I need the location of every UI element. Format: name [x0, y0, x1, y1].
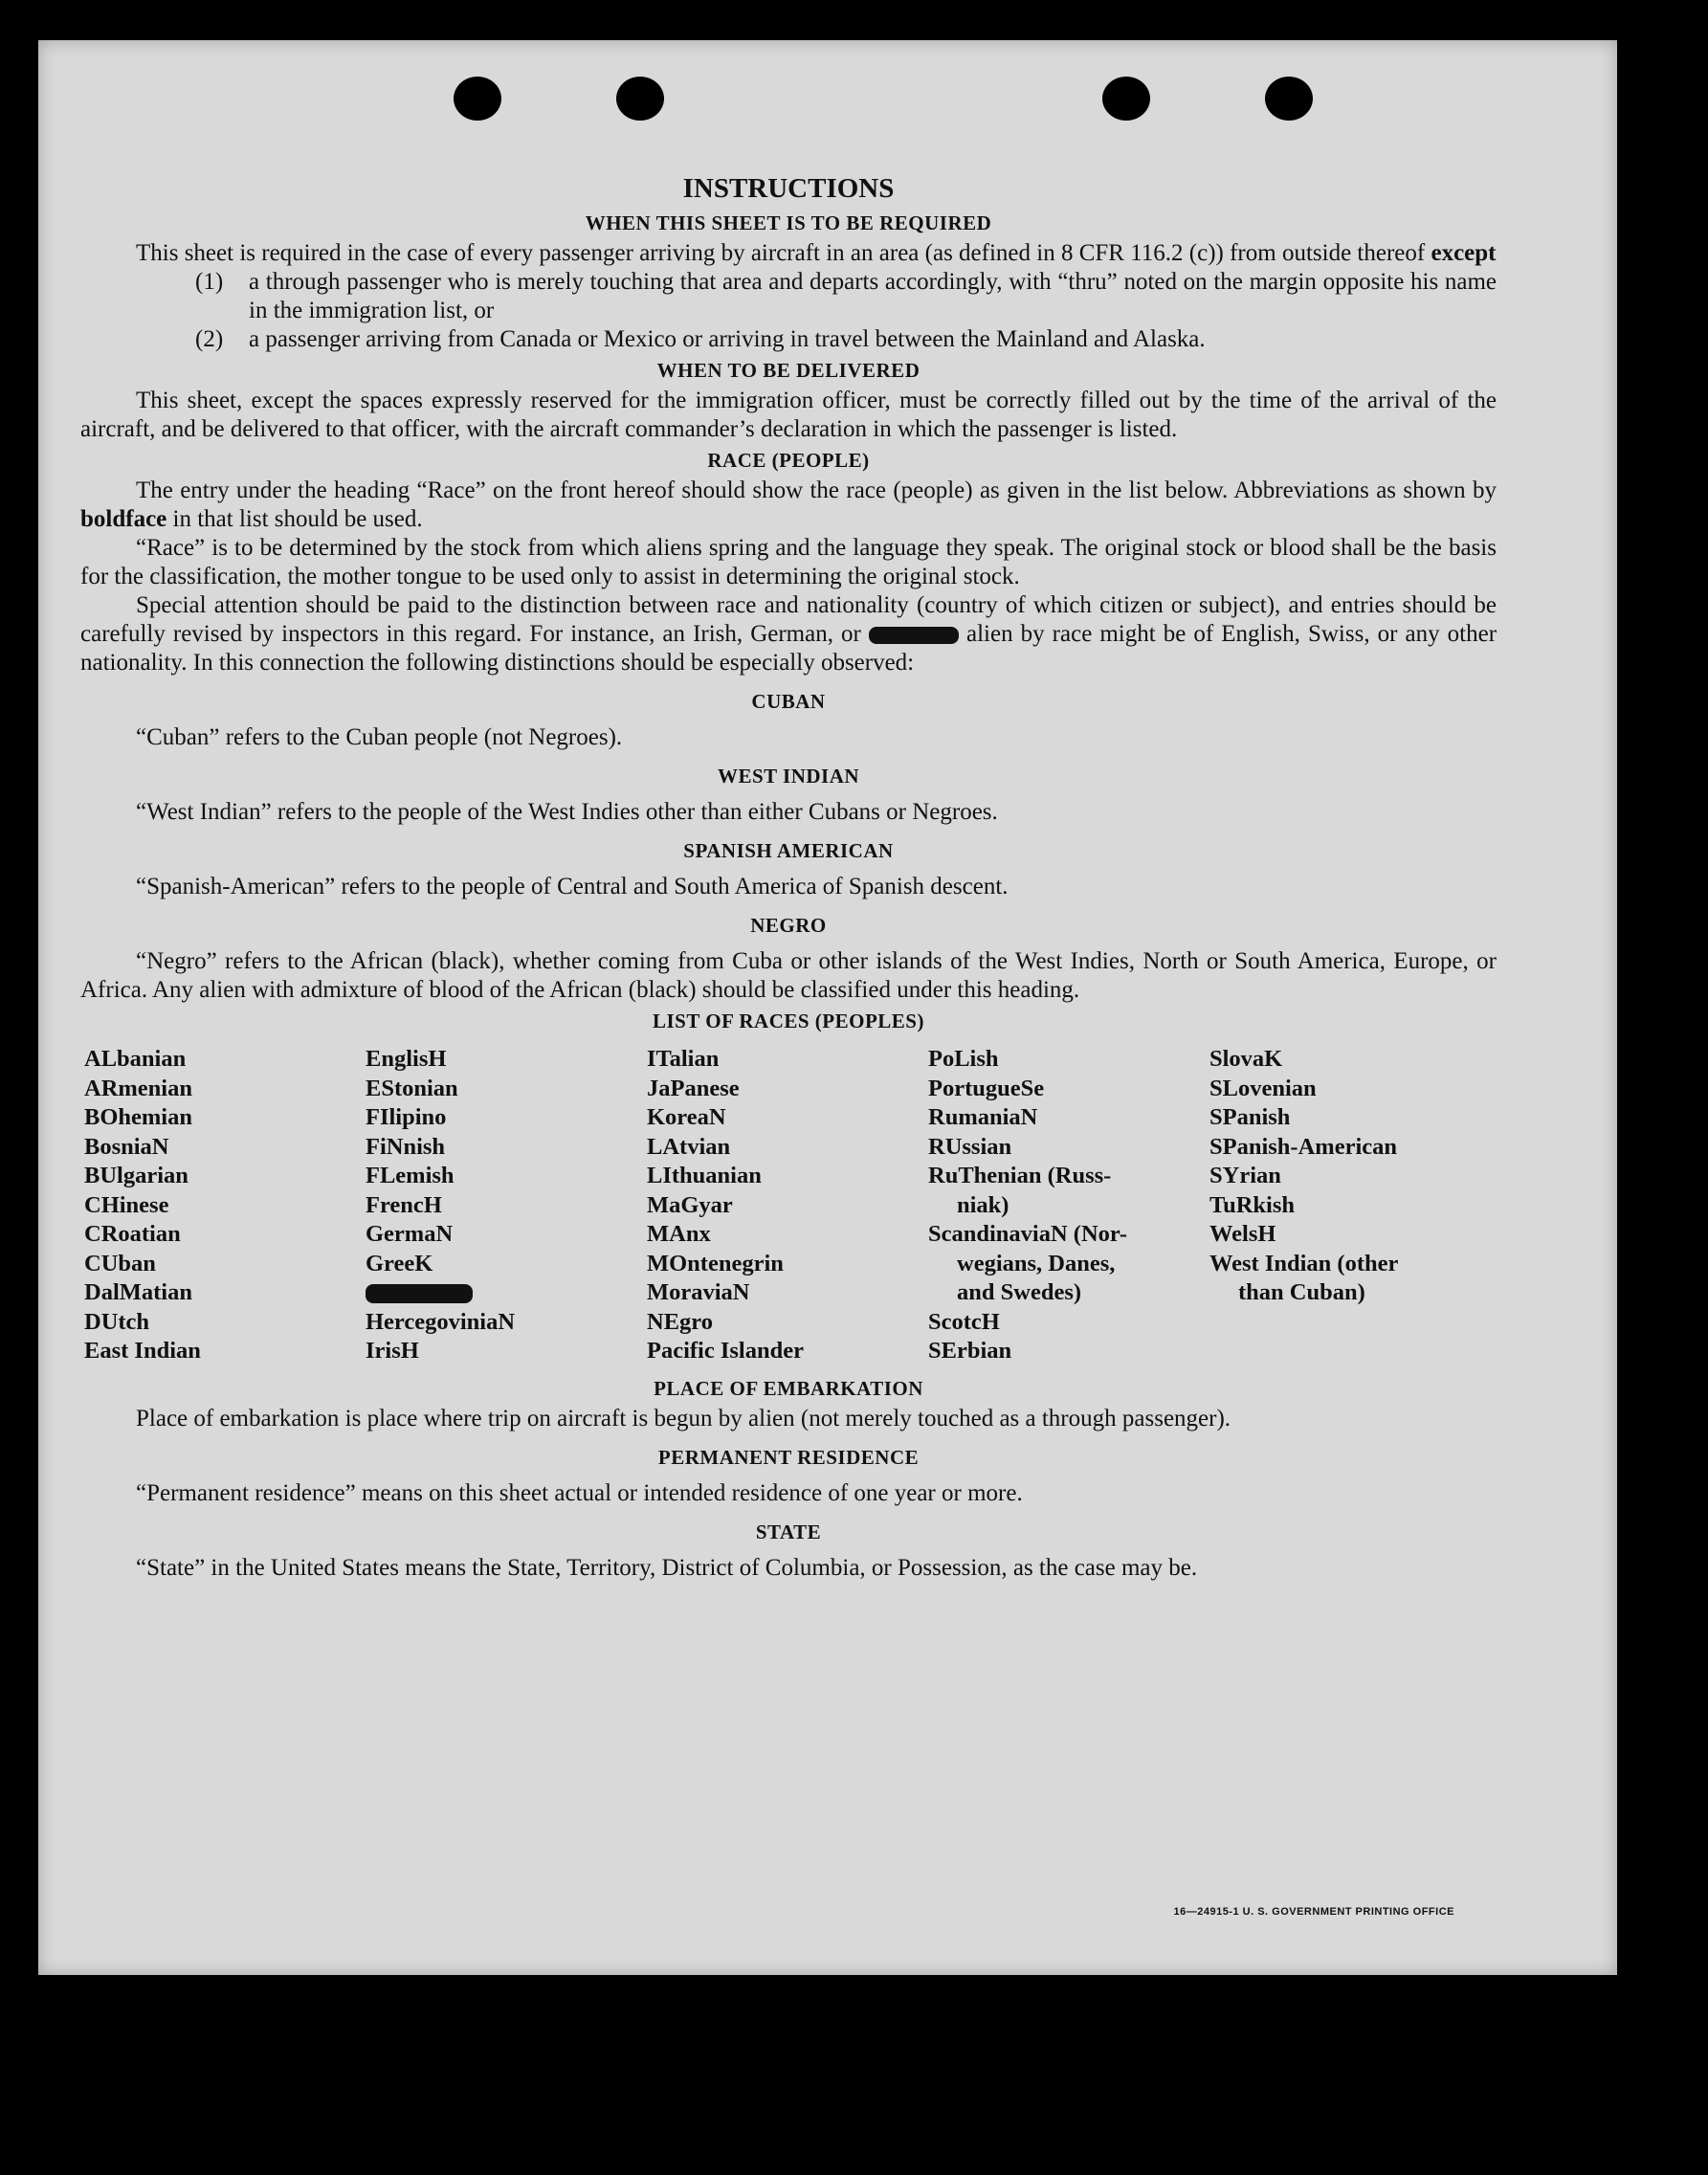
race-entry: EStonian: [366, 1075, 458, 1101]
race-entry: PortugueSe: [928, 1075, 1045, 1101]
race-entry: SErbian: [928, 1338, 1012, 1364]
race-entry: SPanish: [1209, 1104, 1291, 1130]
race-entry: KoreaN: [647, 1104, 726, 1130]
cuban-text: “Cuban” refers to the Cuban people (not Negroes).: [136, 724, 623, 750]
heading-when-required: WHEN THIS SHEET IS TO BE REQUIRED: [585, 211, 992, 234]
race-entry: MOntenegrin: [647, 1250, 784, 1276]
punch-hole: [616, 77, 664, 121]
heading-negro: NEGRO: [750, 914, 827, 937]
race-column: [84, 1045, 366, 1366]
heading-when-delivered: WHEN TO BE DELIVERED: [656, 359, 921, 382]
race-entry: CHinese: [84, 1191, 169, 1218]
race-entry: RUssian: [928, 1133, 1012, 1160]
race-entry: CRoatian: [84, 1221, 181, 1247]
instruction-sheet: [38, 40, 1617, 1975]
race-entry: LAtvian: [647, 1133, 731, 1160]
race-entry: ScotcH: [928, 1308, 1000, 1335]
race-entry: MaGyar: [647, 1191, 733, 1218]
race-entry: FIlipino: [366, 1104, 447, 1130]
when-required-intro: This sheet is required in the case of every passenger arriving by aircraft in an area (as defined in 8 CFR 116.2 (c)) from outside thereof except: [136, 240, 1497, 266]
heading-cuban: CUBAN: [751, 690, 826, 713]
race-entry: niak): [957, 1191, 1009, 1218]
embarkation-text: Place of embarkation is place where trip on aircraft is begun by alien (not merely touched as a through passenger).: [136, 1405, 1231, 1432]
negro-text: “Negro” refers to the African (black), whether coming from Cuba or other islands of the West Indies, North or South America, Europe, or Africa. Any alien with admixture of blood of the African (black) should be classified under this heading.: [80, 948, 1497, 1003]
west-indian-text: “West Indian” refers to the people of the West Indies other than either Cubans or Negroes.: [136, 799, 998, 825]
race-entry: ALbanian: [84, 1046, 187, 1072]
race-entry: FrencH: [366, 1191, 442, 1218]
race-column: [1209, 1045, 1491, 1366]
race-entry: DUtch: [84, 1308, 150, 1335]
when-delivered-text: This sheet, except the spaces expressly reserved for the immigration officer, must be correctly filled out by the time of the arrival of the aircraft, and be delivered to that officer, with the aircraft commander’s declaration in which the passenger is listed.: [80, 388, 1497, 442]
race-paragraph: “Race” is to be determined by the stock from which aliens spring and the language they speak. The original stock or blood shall be the basis for the classification, the mother tongue to be used only to assist in determining the original stock.: [80, 535, 1497, 589]
redaction-mark: [366, 1284, 473, 1303]
heading-spanish-american: SPANISH AMERICAN: [683, 839, 894, 862]
race-column: [366, 1045, 647, 1366]
race-list: [84, 1045, 1497, 1366]
spanish-american-text: “Spanish-American” refers to the people of Central and South America of Spanish descent.: [136, 874, 1009, 899]
race-entry: MAnx: [647, 1221, 711, 1247]
race-entry: ARmenian: [84, 1075, 192, 1101]
heading-west-indian: WEST INDIAN: [717, 765, 860, 788]
race-entry: RuThenian (Russ-: [928, 1163, 1112, 1188]
punch-hole: [1265, 77, 1313, 121]
race-entry: ITalian: [647, 1046, 720, 1072]
punch-hole: [1102, 77, 1150, 121]
race-entry: JaPanese: [647, 1075, 740, 1101]
race-entry: WelsH: [1209, 1221, 1276, 1247]
race-paragraph: Special attention should be paid to the distinction between race and nationality (country of which citizen or subject), and entries should be carefully revised by inspectors in this regard. For instance, an Irish, German, or alien by race might be of English, Swiss, or any other nationality. In this connection the following distinctions should be especially observed:: [80, 592, 1497, 676]
instructions-body: [80, 174, 1497, 1583]
race-entry: BosniaN: [84, 1133, 169, 1160]
race-entry: SYrian: [1209, 1163, 1281, 1188]
race-entry: MoraviaN: [647, 1279, 750, 1305]
race-column: [928, 1045, 1209, 1366]
heading-permanent-residence: PERMANENT RESIDENCE: [657, 1445, 920, 1469]
redaction-mark: [869, 627, 959, 644]
race-entry: and Swedes): [957, 1279, 1082, 1305]
race-entry: IrisH: [366, 1338, 419, 1364]
heading-state: STATE: [755, 1520, 822, 1543]
exception-item: (2) a passenger arriving from Canada or Mexico or arriving in travel between the Mainland and Alaska.: [195, 326, 1206, 352]
race-entry: RumaniaN: [928, 1104, 1038, 1130]
exception-item: (1) a through passenger who is merely touching that area and departs accordingly, with “thru” noted on the margin opposite his name in the immigration list, or: [195, 269, 1497, 323]
state-text: “State” in the United States means the State, Territory, District of Columbia, or Possession, as the case may be.: [136, 1554, 1198, 1581]
race-entry: HercegoviniaN: [366, 1308, 516, 1335]
punch-hole: [454, 77, 501, 121]
race-entry: SlovaK: [1209, 1046, 1283, 1072]
race-entry: EnglisH: [366, 1046, 447, 1072]
race-entry: FLemish: [366, 1163, 455, 1188]
race-entry: West Indian (other: [1209, 1250, 1399, 1276]
race-entry: BOhemian: [84, 1104, 192, 1130]
race-entry: BUlgarian: [84, 1163, 189, 1188]
heading-embarkation: PLACE OF EMBARKATION: [654, 1376, 923, 1400]
race-entry: SPanish-American: [1209, 1133, 1397, 1160]
race-entry: TuRkish: [1209, 1191, 1296, 1218]
race-entry: DalMatian: [84, 1279, 192, 1305]
race-entry: East Indian: [84, 1338, 201, 1364]
race-entry: NEgro: [647, 1308, 713, 1335]
heading-list-of-races: LIST OF RACES (PEOPLES): [653, 1010, 924, 1032]
residence-text: “Permanent residence” means on this sheet actual or intended residence of one year or more.: [136, 1479, 1023, 1506]
race-entry: SLovenian: [1209, 1075, 1317, 1101]
race-entry: FiNnish: [366, 1133, 446, 1160]
race-entry: wegians, Danes,: [957, 1250, 1116, 1276]
race-column: [647, 1045, 928, 1366]
race-entry: LIthuanian: [647, 1163, 762, 1188]
race-entry: GermaN: [366, 1221, 454, 1247]
printer-imprint: 16—24915-1 U. S. GOVERNMENT PRINTING OFFICE: [1173, 1906, 1454, 1918]
race-entry-redacted: [366, 1278, 647, 1308]
race-entry: CUban: [84, 1250, 156, 1276]
page-title: INSTRUCTIONS: [682, 173, 895, 204]
race-paragraph: The entry under the heading “Race” on the front hereof should show the race (people) as given in the list below. Abbreviations as shown by boldface in that list should be used.: [80, 477, 1497, 532]
race-entry: PoLish: [928, 1046, 999, 1072]
heading-race: RACE (PEOPLE): [707, 449, 870, 472]
race-entry: Pacific Islander: [647, 1338, 804, 1364]
race-entry: GreeK: [366, 1250, 433, 1276]
race-entry: than Cuban): [1238, 1279, 1365, 1305]
race-entry: ScandinaviaN (Nor-: [928, 1221, 1128, 1247]
